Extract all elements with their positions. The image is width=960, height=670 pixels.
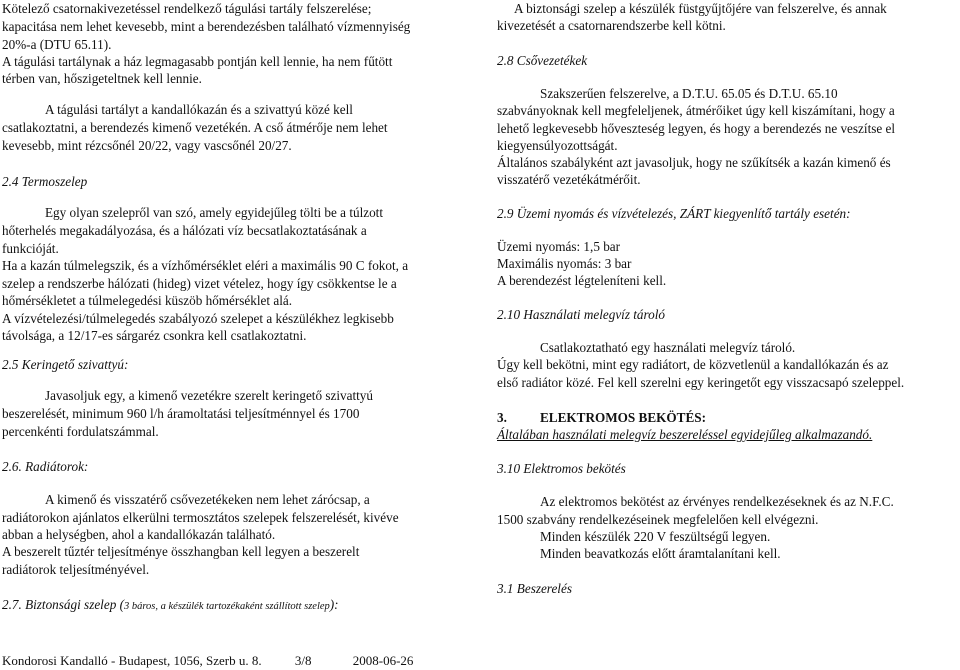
chapter-title: ELEKTROMOS BEKÖTÉS: bbox=[540, 410, 706, 425]
text-line: kivezetését a csatornarendszerbe kell kötni. bbox=[497, 18, 726, 33]
text-line: kiegyensúlyozottságát. bbox=[497, 138, 618, 153]
text-line: A tágulási tartályt a kandallókazán és a szivattyú közé kell bbox=[45, 102, 353, 117]
section-heading: 2.10 Használati melegvíz tároló bbox=[497, 307, 666, 322]
text-line: radiátorok teljesítményével. bbox=[2, 562, 150, 577]
section-heading: 2.9 Üzemi nyomás és vízvételezés, ZÁRT kiegyenlítő tartály esetén: bbox=[497, 206, 851, 221]
section-heading: 2.6. Radiátorok: bbox=[2, 459, 89, 474]
text-line: A beszerelt tűztér teljesítménye összhangban kell legyen a beszerelt bbox=[2, 544, 360, 559]
text-line: kevesebb, mint rézcsőnél 20/22, vagy vascsőnél 20/27. bbox=[2, 138, 292, 153]
text-line: Minden készülék 220 V feszültségű legyen. bbox=[540, 529, 771, 544]
text-line: Kötelező csatornakivezetéssel rendelkező tágulási tartály felszerelése; bbox=[2, 1, 372, 16]
text-line: szelep a rendszerbe hálózati (hideg) vizet vételez, hogy így csökkentse le a bbox=[2, 276, 397, 291]
section-heading: 2.4 Termoszelep bbox=[2, 174, 88, 189]
text-line: 20%-a (DTU 65.11). bbox=[2, 37, 112, 52]
text-line: kapacitása nem lehet kevesebb, mint a berendezésben található vízmennyiség bbox=[2, 19, 411, 34]
heading-note: 3 báros, a készülék tartozékaként szállított szelep bbox=[123, 601, 330, 612]
section-heading: 3.10 Elektromos bekötés bbox=[497, 461, 626, 476]
text-line: visszatérő vezetékátmérőit. bbox=[497, 172, 641, 187]
section-heading: 3.1 Beszerelés bbox=[497, 581, 572, 596]
text-line: Az elektromos bekötést az érvényes rendelkezéseknek és az N.F.C. bbox=[540, 494, 894, 509]
text-line: térben van, hőszigeteltnek kell lennie. bbox=[2, 71, 202, 86]
text-line: A biztonsági szelep a készülék füstgyűjtőjére van felszerelve, és annak bbox=[514, 1, 887, 16]
text-line: hőterhelés megakadályozása, és a hálózati víz becsatlakoztatásának a bbox=[2, 223, 367, 238]
footer-page-number: 3/8 bbox=[294, 653, 312, 668]
section-heading: 2.5 Keringető szivattyú: bbox=[2, 357, 129, 372]
text-line: radiátorokon ajánlatos elkerülni termosztátos szelepek felszerelését, kivéve bbox=[2, 510, 399, 525]
chapter-number: 3. bbox=[497, 410, 507, 425]
heading-main: 2.7. Biztonsági szelep ( bbox=[2, 597, 124, 612]
text-line: szabványoknak kell megfeleljenek, átmérőiket úgy kell kiszámítani, hogy a bbox=[497, 103, 895, 118]
text-line: Ha a kazán túlmelegszik, és a vízhőmérséklet eléri a maximális 90 C fokot, a bbox=[2, 258, 409, 273]
text-line: távolsága, a 12/17-es sárgaréz csonkra kell csatlakoztatni. bbox=[2, 328, 307, 343]
section-heading bbox=[2, 596, 339, 616]
text-line: 1500 szabvány rendelkezéseinek megfelelően kell elvégezni. bbox=[497, 512, 819, 527]
text-line: percenkénti fordulatszámmal. bbox=[2, 424, 159, 439]
section-heading: 2.8 Csővezetékek bbox=[497, 53, 588, 68]
text-line: funkcióját. bbox=[2, 241, 59, 256]
text-line: Üzemi nyomás: 1,5 bar bbox=[497, 239, 621, 254]
text-line: A vízvételezési/túlmelegedés szabályozó szelepet a készülékhez legkisebb bbox=[2, 311, 394, 326]
text-line: A tágulási tartálynak a ház legmagasabb pontján kell lennie, ha nem fűtött bbox=[2, 54, 393, 69]
text-line: A kimenő és visszatérő csővezetékeken nem lehet zárócsap, a bbox=[45, 492, 370, 507]
text-line: Csatlakoztatható egy használati melegvíz tároló. bbox=[540, 340, 796, 355]
text-line: Általános szabályként azt javasoljuk, hogy ne szűkítsék a kazán kimenő és bbox=[497, 155, 891, 170]
text-line: Minden beavatkozás előtt áramtalanítani kell. bbox=[540, 546, 781, 561]
text-line: Úgy kell bekötni, mint egy radiátort, de közvetlenül a kandallókazán és az bbox=[497, 357, 889, 372]
heading-end: ): bbox=[329, 597, 339, 612]
text-line: első radiátor közé. Fel kell szerelni egy keringetőt egy visszacsapó szeleppel. bbox=[497, 375, 905, 390]
text-line: abban a helységben, ahol a kandallókazán található. bbox=[2, 527, 276, 542]
page-footer bbox=[2, 652, 423, 670]
footer-company: Kondorosi Kandalló - Budapest, 1056, Szerb u. 8. bbox=[2, 653, 262, 668]
text-line: lehető legkevesebb hőveszteség legyen, és hogy a berendezés ne veszítse el bbox=[497, 121, 896, 136]
text-line: A berendezést légteleníteni kell. bbox=[497, 273, 667, 288]
chapter-subtitle: Általában használati melegvíz beszereléssel egyidejűleg alkalmazandó. bbox=[497, 427, 873, 442]
text-line: Javasoljuk egy, a kimenő vezetékre szerelt keringető szivattyú bbox=[45, 388, 373, 403]
text-line: Maximális nyomás: 3 bar bbox=[497, 256, 632, 271]
text-line: hőmérsékletet a túlmelegedési küszöb hőmérséklet alá. bbox=[2, 293, 293, 308]
text-line: csatlakoztatni, a berendezés kimenő vezetékén. A cső átmérője nem lehet bbox=[2, 120, 388, 135]
text-line: Szakszerűen felszerelve, a D.T.U. 65.05 és D.T.U. 65.10 bbox=[540, 86, 838, 101]
text-line: beszerelését, minimum 960 l/h áramoltatási teljesítménnyel és 1700 bbox=[2, 406, 360, 421]
footer-date: 2008-06-26 bbox=[352, 653, 414, 668]
text-line: Egy olyan szelepről van szó, amely egyidejűleg tölti be a túlzott bbox=[45, 205, 384, 220]
